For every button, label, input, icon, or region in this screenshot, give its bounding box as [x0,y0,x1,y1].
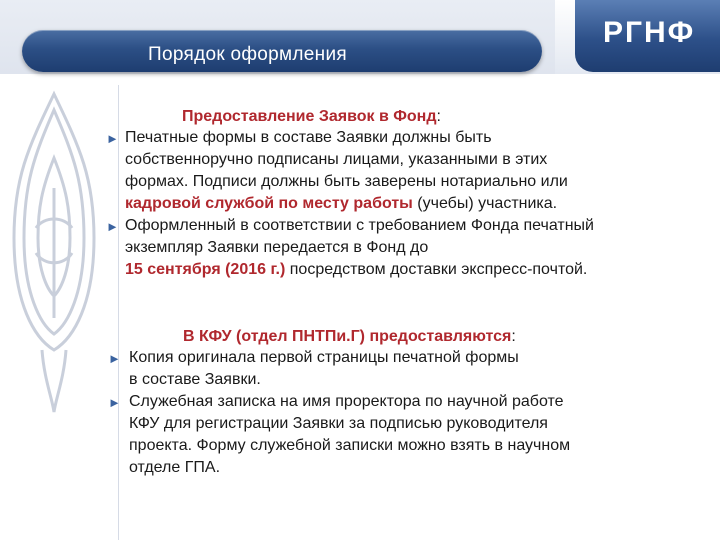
s1-item2-line3: 15 сентября (2016 г.) посредством доставки экспресс-почтой. [125,261,588,278]
right-triangle-icon: ► [106,219,119,234]
s1-item1-line2: собственноручно подписаны лицами, указанными в этих [125,151,548,168]
s2-item1-line1: Копия оригинала первой страницы печатной формы [129,349,519,366]
section1-heading: Предоставление Заявок в Фонд: [182,108,441,125]
s1-item2-line2: экземпляр Заявки передается в Фонд до [125,239,429,256]
slide-title: Порядок оформления [148,44,347,65]
s2-item1-line2: в составе Заявки. [129,371,261,388]
brand-logo-text: РГНФ [603,16,696,49]
s1-item1-line1: Печатные формы в составе Заявки должны быть [125,129,492,146]
right-triangle-icon: ► [108,395,121,410]
right-triangle-icon: ► [106,131,119,146]
s1-item1-line4: кадровой службой по месту работы (учебы) участника. [125,195,558,212]
s1-item1-line3: формах. Подписи должны быть заверены нотариально или [125,173,568,190]
s2-item2-line4: отделе ГПА. [129,459,221,476]
s2-item2-line3: проекта. Форму служебной записки можно взять в научном [129,437,571,454]
right-triangle-icon: ► [108,351,121,366]
section2-heading: В КФУ (отдел ПНТПи.Г) предоставляются: [183,328,516,345]
s2-item2-line2: КФУ для регистрации Заявки за подписью руководителя [129,415,548,432]
deadline-text: 15 сентября (2016 г.) [125,261,286,278]
s2-item2-line1: Служебная записка на имя проректора по научной работе [129,393,564,410]
s1-item2-line1: Оформленный в соответствии с требованием Фонда печатный [125,217,594,234]
emphasis-text: кадровой службой по месту работы [125,195,413,212]
